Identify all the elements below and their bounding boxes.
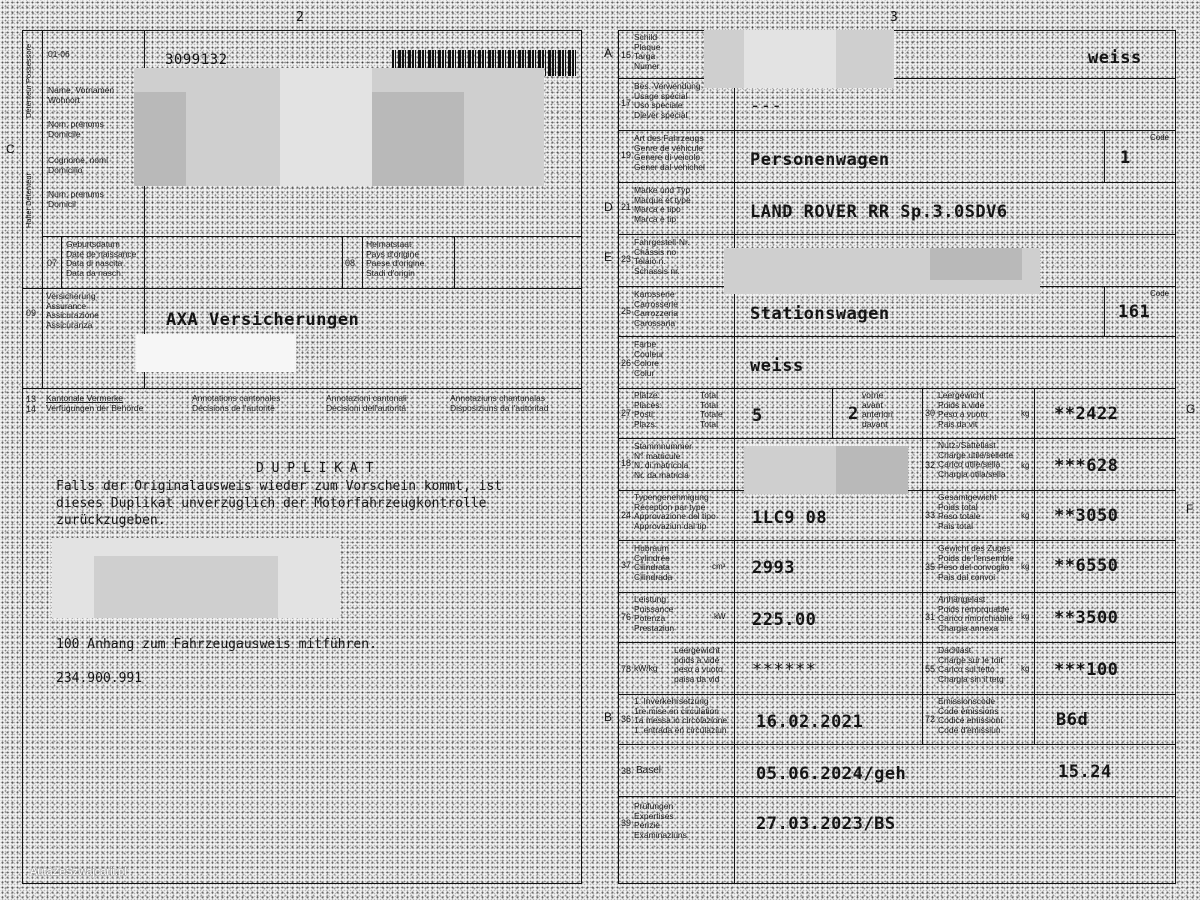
- field-21-number: 21: [621, 202, 632, 212]
- basel-code-value: 15.24: [1058, 762, 1112, 782]
- right-page: [600, 0, 1200, 900]
- field-31-unit: kg: [1021, 612, 1030, 621]
- field-14-number: 14: [26, 404, 37, 414]
- field-32-number: 32: [925, 460, 936, 470]
- field-19-label: Art des Fahrzeugs Genre de véhicule Genere di veicolo Gener dal vehichel: [634, 133, 705, 172]
- field-78-label: Leergewicht poids à vide peso a vuoto paisa da vid: [674, 645, 723, 684]
- field-15-label: Schild Plaque Targa Numer: [634, 32, 661, 71]
- field-31-number: 31: [925, 612, 936, 622]
- field-13-14-label-it: Annotazioni cantonali Decisioni dell'autorità: [326, 393, 407, 413]
- special-usage-value: ---: [750, 96, 783, 116]
- side-letter-a: A: [604, 46, 613, 60]
- redacted-block: [280, 68, 372, 186]
- holder-vertical-label-2: Halter Détenteur: [24, 172, 33, 228]
- field-01-06-value: 3099132: [165, 52, 228, 68]
- redacted-insurance-number: [136, 334, 296, 372]
- field-19-code-value: 1: [1120, 148, 1131, 168]
- field-25-number: 25: [621, 306, 632, 316]
- first-registration-value: 16.02.2021: [756, 712, 864, 732]
- side-letter-g: G: [1186, 402, 1196, 416]
- field-25-label: Karosserie Carrosserie Carrozzeria Carossaria: [634, 289, 678, 328]
- field-30-unit: kg: [1021, 409, 1030, 418]
- field-07-number: 07: [47, 258, 58, 268]
- field-35-label: Gewicht des Zuges Poids de l'ensemble Peso del convoglio Pais dal convoi: [938, 543, 1014, 582]
- field-76-unit: kW: [714, 612, 726, 621]
- field-72-label: Emissionscode Code émissions Codice emissioni Code d'emissiun: [938, 696, 1003, 735]
- train-weight-value: **6550: [1054, 556, 1119, 576]
- basel-date-value: 05.06.2024/geh: [756, 764, 907, 784]
- field-19-number: 19: [621, 150, 632, 160]
- roof-load-value: ***100: [1054, 660, 1119, 680]
- field-37-label: Hubraum Cylindrée Cilindrata Cilindrada: [634, 543, 673, 582]
- power-value: 225.00: [752, 610, 817, 630]
- field-76-number: 76: [621, 612, 632, 622]
- redacted-block: [836, 446, 908, 494]
- field-13-label: Kantonale Vermerke: [46, 393, 124, 403]
- holder-label-fr: Nom, prénoms Domicile: [48, 119, 104, 139]
- displacement-value: 2993: [752, 558, 795, 578]
- field-78-number: 78: [621, 664, 632, 674]
- code-text: 234.900.991: [56, 671, 143, 686]
- insurance-value: AXA Versicherungen: [166, 310, 360, 330]
- watermark-footer: AutaZeSzwajcarii.pl: [30, 866, 127, 878]
- field-14-label: Verfügungen der Behörde: [46, 403, 144, 413]
- field-36-number: 36: [621, 714, 632, 724]
- field-30-number: 30: [925, 408, 936, 418]
- body-type-value: Stationswagen: [750, 304, 890, 324]
- field-25-code-value: 161: [1118, 302, 1151, 322]
- field-27-label: Plätze: Places: Posti: Plazs:: [634, 390, 662, 429]
- field-13-14-label-fr: Annotations cantonales Décisions de l'autorité: [192, 393, 281, 413]
- field-25-code-label: Code: [1150, 289, 1170, 298]
- field-36-label: 1. Inverkehrsetzung 1re mise en circulation 1a messa in circolazione 1. entrada en circulaziun: [634, 696, 728, 735]
- side-letter-d: D: [604, 200, 613, 214]
- field-18-number: 18: [621, 458, 632, 468]
- page-number: 2: [296, 10, 304, 25]
- field-35-unit: kg: [1021, 562, 1030, 571]
- field-08-label: Heimatstaat Pays d'origine Paese d'origine Stadi d'origin: [366, 239, 425, 278]
- field-07-label: Geburtsdatum Date de naissance Data di nascita Data da nasch.: [66, 239, 137, 278]
- field-13-number: 13: [26, 394, 37, 404]
- field-01-06-code: 01-06: [48, 49, 70, 59]
- holder-vertical-label: Détenteur Possessore: [24, 43, 33, 118]
- field-27-front-label: vorne avant anteriori davant: [862, 390, 893, 429]
- field-26-label: Farbe Couleur Colore Colur: [634, 339, 664, 378]
- seats-front-value: 2: [848, 404, 859, 424]
- field-38-label: Basel: [636, 765, 662, 776]
- field-35-number: 35: [925, 562, 936, 572]
- field-23-number: 23: [621, 254, 632, 264]
- redacted-block: [930, 248, 1022, 280]
- field-21-label: Marke und Typ Marque et type Marca e tipo Marca e tip: [634, 185, 691, 224]
- field-39-label: Prüfungen Expertises Perizie Examinaziuns: [634, 801, 687, 840]
- power-weight-value: ******: [752, 660, 817, 680]
- field-17-label: Bes. Verwendung Usage spécial Uso speciale Diever special: [634, 81, 701, 120]
- field-55-label: Dachlast Charge sur le toit Carico sul tetto Chargia sin il tetg: [938, 645, 1004, 684]
- field-08-number: 08: [345, 258, 356, 268]
- holder-label-it: Cognome, nomi Domicilio: [48, 155, 109, 175]
- field-24-label: Typengenehmigung Réception par type Approvazione del tipo Approvaziun dal tip: [634, 492, 716, 531]
- payload-value: ***628: [1054, 456, 1119, 476]
- redacted-block: [372, 92, 464, 186]
- field-31-label: Anhängelast Poids remorquable Carico rimorchiabile Chargia annexa: [938, 594, 1014, 633]
- field-37-number: 37: [621, 560, 632, 570]
- field-32-unit: kg: [1021, 461, 1030, 470]
- field-09-label: Versicherung Assurance Assicurazione Assicuranza: [46, 291, 99, 330]
- field-33-label: Gesamtgewicht Poids total Peso totale Pais total: [938, 492, 997, 531]
- field-15-number: 15: [621, 50, 632, 60]
- side-letter-e: E: [604, 250, 613, 264]
- plate-value: weiss: [1088, 48, 1142, 68]
- field-33-number: 33: [925, 510, 936, 520]
- field-26-number: 26: [621, 358, 632, 368]
- field-32-label: Nutz-/Sattellast Charge utile/sellette Carico utile/sella Chargia utila/sella: [938, 440, 1014, 479]
- duplikat-title: D U P L I K A T: [256, 461, 374, 476]
- field-13-14-label-rm: Annotaziuns chantunalas Disposiziuns da l'autoritad: [450, 393, 549, 413]
- anhang-text: 100 Anhang zum Fahrzeugausweis mitführen.: [56, 637, 377, 652]
- field-33-unit: kg: [1021, 511, 1030, 520]
- towing-weight-value: **3500: [1054, 608, 1119, 628]
- holder-label-rm: Num, prenums Domicil: [48, 189, 104, 209]
- field-23-label: Fahrgestell-Nr. Châssis no Telaio n. Schassis nr.: [634, 237, 690, 276]
- inspection-value: 27.03.2023/BS: [756, 814, 896, 834]
- field-76-label: Leistung Puissance Potenza Prestaziun: [634, 594, 675, 633]
- vehicle-type-value: Personenwagen: [750, 150, 890, 170]
- type-approval-value: 1LC9 08: [752, 508, 828, 528]
- field-24-number: 24: [621, 510, 632, 520]
- empty-weight-value: **2422: [1054, 404, 1119, 424]
- field-27-total-label: Total Total Totale Total: [700, 390, 723, 429]
- redacted-block: [94, 556, 278, 618]
- field-72-number: 72: [925, 714, 936, 724]
- color-value: weiss: [750, 356, 804, 376]
- field-55-unit: kg: [1021, 664, 1030, 673]
- side-letter-f: F: [1186, 502, 1194, 516]
- seats-total-value: 5: [752, 406, 763, 426]
- field-27-number: 27: [621, 408, 632, 418]
- holder-label-de: Name, Vornamen Wohnort: [48, 85, 115, 105]
- field-19-code-label: Code: [1150, 133, 1170, 142]
- side-letter-b: B: [604, 710, 613, 724]
- field-37-unit: cm³: [712, 562, 726, 571]
- duplikat-text: Falls der Originalausweis wieder zum Vorschein kommt, ist dieses Duplikat unverzüglich der Motorfahrzeugkontrolle zurückzugeben.: [56, 479, 503, 528]
- redacted-block: [744, 30, 836, 88]
- redacted-block: [134, 92, 186, 186]
- field-39-number: 39: [621, 818, 632, 828]
- make-model-value: LAND ROVER RR Sp.3.0SDV6: [750, 202, 1008, 222]
- emission-code-value: B6d: [1056, 710, 1089, 730]
- side-letter-c: C: [6, 142, 15, 156]
- field-78-kw-label: kW/kg: [634, 663, 658, 673]
- field-30-label: Leergewicht Poids à vide Peso a vuoto Pais da vit: [938, 390, 988, 429]
- page-number: 3: [890, 10, 898, 25]
- field-55-number: 55: [925, 664, 936, 674]
- field-18-label: Stammnummer N° matricule N. di matricola Nr. da matricla: [634, 441, 693, 480]
- field-17-number: 17: [621, 98, 632, 108]
- field-38-number: 38: [621, 766, 632, 776]
- field-09-number: 09: [26, 308, 37, 318]
- total-weight-value: **3050: [1054, 506, 1119, 526]
